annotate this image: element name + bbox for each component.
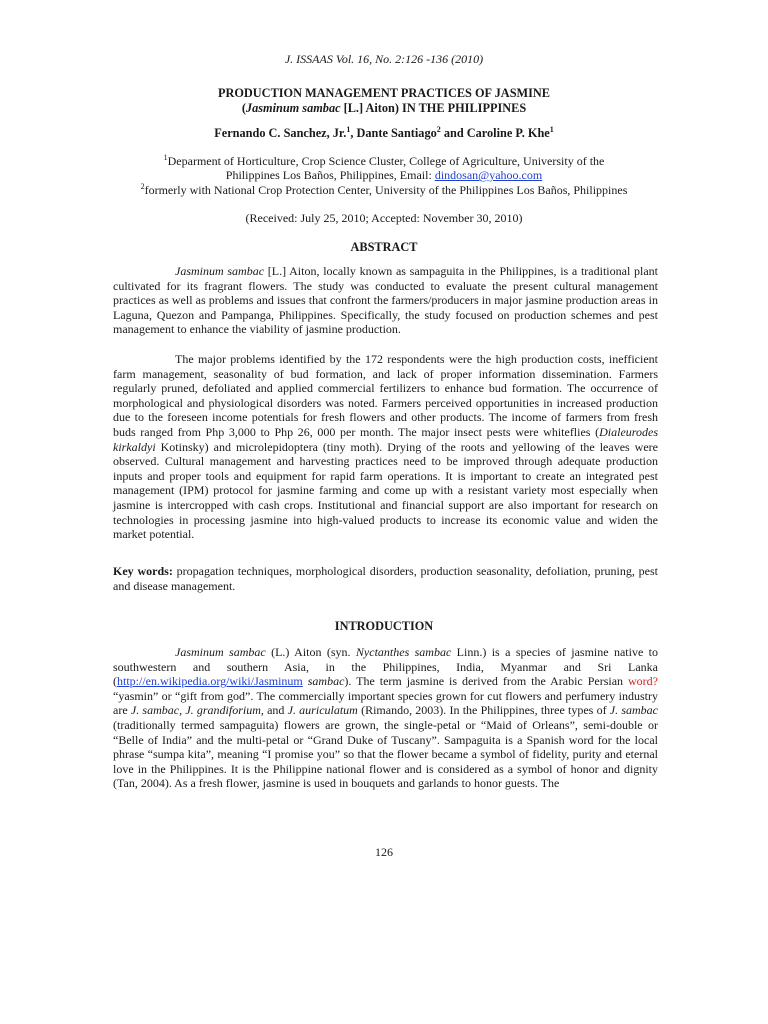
abstract-species: Jasminum sambac (175, 264, 265, 278)
intro-t7: , and (260, 703, 288, 718)
paper-title-line2 (0, 101, 768, 116)
keywords-label: Key words: (113, 564, 173, 578)
intro-s2: Nyctanthes sambac (355, 645, 452, 659)
affiliation-1-line2 (0, 168, 768, 183)
author-2: , Dante Santiago (350, 126, 437, 140)
abstract-pest-name: Dialeurodes kirkaldyi (113, 424, 658, 454)
intro-t9: (traditionally termed sampaguita) flowers are grown, the single-petal or “Maid of Orleans”, semi-double or “Belle of India” and the multi-petal or “Grand Duke of Tuscany”. Sampaguita is a Spanish word for the local phrase “sumpa kita”, meaning “I promise you” so that the flower became a symbol of fidelity, purity and eternal love in the Philippines. It is the Philippine national flower and is considered as a symbol of honor and dignity (Tan, 2004). As a fresh flower, jasmine is used in bouquets and garlands to honor guests. The (113, 717, 658, 791)
wikipedia-link[interactable]: http://en.wikipedia.org/wiki/Jasminum (117, 674, 303, 689)
intro-s6: J. auriculatum (287, 703, 358, 718)
abstract-paragraph-2 (113, 352, 658, 542)
intro-t8: (Rimando, 2003). In the Philippines, three types of (357, 703, 610, 718)
author-list (0, 126, 768, 141)
abstract-p2-text1: The major problems identified by the 172 respondents were the high production costs, inefficient farm management, seasonality of bud formation, and lack of proper information dissemination. Farmers regularly pruned, defoliated and applied commercial fertilizers to enhance bud formation. The occurrence of morphological and physiological disorders was noted. Farmers perceived opportunities in increased production due to the foreseen income potentials for fresh flowers and other products. The income of farmers from fresh buds ranged from Php 3,000 to Php 26, 000 per month. The major insect pests were whiteflies ( (113, 352, 658, 439)
page-number: 126 (375, 845, 393, 859)
author-3-sup: 1 (549, 124, 554, 134)
paper-title-line1: PRODUCTION MANAGEMENT PRACTICES OF JASMINE (217, 86, 551, 100)
abstract-p1-text: [L.] Aiton, locally known as sampaguita in the Philippines, is a traditional plant cultivated for its fragrant flowers. The study was conducted to evaluate the present cultural management practices as well as problems and issues that confront the farmers/producers in major jasmine production areas in Laguna, Quezon and Pampanga, Philippines. Specifically, the study focused on production schemes and pest management to enhance the viability of jasmine production. (113, 264, 658, 337)
title-species: Jasminum sambac (245, 101, 341, 115)
title-line2-rest: [L.] Aiton) IN THE PHILIPPINES (340, 101, 527, 115)
author-1: Fernando C. Sanchez, Jr. (214, 126, 347, 140)
intro-t2: Linn.) is a species of jasmine native to southwestern and southern Asia, in the Philippines, India, Myanmar and Sri Lanka ( (113, 645, 658, 689)
email-link[interactable]: dindosan@yahoo.com (434, 168, 543, 182)
affiliation-1-text: Deparment of Horticulture, Crop Science Cluster, College of Agriculture, University of the (167, 154, 605, 168)
author-2-sup: 2 (436, 124, 441, 134)
intro-t6: , (179, 703, 186, 718)
journal-citation: J. ISSAAS Vol. 16, No. 2:126 -136 (2010) (284, 52, 484, 66)
intro-s1: Jasminum sambac (175, 645, 266, 659)
received-dates: (Received: July 25, 2010; Accepted: November 30, 2010) (245, 211, 523, 225)
affiliation-1-text2: Philippines Los Baños, Philippines, Email: (225, 168, 435, 182)
affiliation-1-line1 (0, 154, 768, 169)
intro-s5: J. grandiforium (185, 703, 261, 718)
abstract-heading: ABSTRACT (350, 240, 418, 254)
keywords-text: propagation techniques, morphological disorders, production seasonality, defoliation, pruning, pest and disease management. (113, 564, 658, 593)
intro-t4: ). The term jasmine is derived from the Arabic Persian (344, 674, 629, 689)
intro-s7: J. sambac (609, 703, 658, 718)
author-1-sup: 1 (346, 124, 351, 134)
affiliation-1-sup: 1 (163, 153, 168, 162)
intro-s4: J. sambac (130, 703, 180, 718)
intro-s3: sambac (307, 674, 345, 689)
affiliation-2-sup: 2 (140, 182, 145, 191)
abstract-p2-text2: Kotinsky) and microlepidoptera (tiny moth). Drying of the roots and yellowing of the leaves were observed. Cultural management and harvesting practices need to be improved through adequate production inputs and proper tools and equipment for rapid farm operations. It is important to create an integrated pest management (IPM) protocol for jasmine farming and come up with a resistant variety most especially when jasmine is intercropped with cash crops. Institutional and financial support are also important for research on technologies in processing jasmine into high-valued products to increase its economic value and widen the market potential. (113, 439, 658, 542)
intro-red-word: word? (628, 674, 659, 689)
introduction-paragraph (113, 645, 658, 791)
keywords (113, 564, 658, 593)
introduction-heading: INTRODUCTION (334, 619, 434, 633)
intro-t1: (L.) Aiton (syn. (265, 645, 356, 659)
intro-t5: “yasmin” or “gift from god”. The commercially important species grown for cut flowers and perfumery industry are (113, 688, 658, 718)
affiliation-2-text: formerly with National Crop Protection Center, University of the Philippines Los Baños, Philippines (144, 183, 628, 197)
author-3: and Caroline P. Khe (440, 126, 550, 140)
affiliation-2 (0, 183, 768, 198)
abstract-paragraph-1 (113, 264, 658, 337)
title-open-paren: ( (241, 101, 246, 115)
